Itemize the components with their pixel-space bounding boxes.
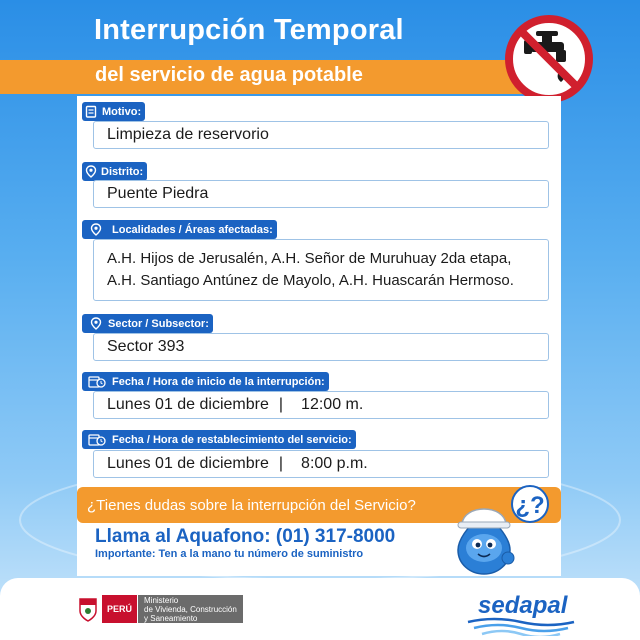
motivo-value: Limpieza de reservorio (107, 126, 269, 143)
fecha-fin-field (93, 450, 549, 478)
ministry-line-2: de Vivienda, Construcción (144, 604, 237, 614)
motivo-field (93, 121, 549, 149)
localidades-label-text: Localidades / Áreas afectadas: (112, 223, 273, 236)
fecha-inicio-label (82, 372, 329, 391)
sector-field (93, 333, 549, 361)
fecha-fin-label-text: Fecha / Hora de restablecimiento del servicio: (112, 433, 352, 446)
clipboard-icon (85, 105, 98, 118)
motivo-label (82, 102, 145, 121)
sedapal-waves-icon (466, 616, 576, 636)
aquafono-phone: Llama al Aquafono: (01) 317-8000 (95, 526, 396, 547)
location-pin-icon (85, 165, 97, 178)
localidades-line-2: A.H. Santiago Antúnez de Mayolo, A.H. Huascarán Hermoso. (107, 272, 514, 289)
fecha-inicio-separator: | (278, 396, 284, 413)
page-subtitle: del servicio de agua potable (95, 64, 363, 86)
no-water-icon (504, 14, 594, 104)
distrito-value: Puente Piedra (107, 185, 209, 202)
fecha-inicio-date: Lunes 01 de diciembre (107, 396, 269, 413)
calendar-clock-icon (88, 375, 106, 388)
sector-label (82, 314, 213, 333)
fecha-inicio-field (93, 391, 549, 419)
calendar-clock-icon (88, 433, 106, 446)
ministry-line-1: Ministerio (144, 595, 179, 605)
fecha-fin-separator: | (278, 455, 284, 472)
distrito-label-text: Distrito: (101, 165, 144, 178)
ministry-label (137, 595, 243, 623)
motivo-label-text: Motivo: (102, 105, 142, 118)
localidades-label (82, 220, 277, 239)
fecha-fin-date: Lunes 01 de diciembre (107, 455, 269, 472)
ministry-line-3: y Saneamiento (144, 613, 198, 623)
peru-label: PERÚ (100, 595, 137, 623)
mascot-bubble-text: ¿? (515, 492, 545, 519)
important-note: Importante: Ten a la mano tu número de suministro (95, 548, 364, 560)
localidades-field (93, 239, 549, 301)
location-pin-icon (90, 317, 102, 330)
fecha-inicio-label-text: Fecha / Hora de inicio de la interrupción: (112, 375, 325, 388)
peru-coat-of-arms-icon (76, 595, 100, 623)
distrito-label (82, 162, 147, 181)
sector-label-text: Sector / Subsector: (108, 317, 209, 330)
peru-government-logo (76, 595, 243, 623)
water-drop-mascot-icon (444, 484, 556, 576)
location-pin-icon (90, 223, 102, 236)
sedapal-logo: sedapal (478, 592, 568, 619)
fecha-inicio-time: 12:00 m. (301, 396, 364, 413)
fecha-fin-label (82, 430, 356, 449)
fecha-fin-time: 8:00 p.m. (301, 455, 368, 472)
sector-value: Sector 393 (107, 338, 185, 355)
localidades-line-1: A.H. Hijos de Jerusalén, A.H. Señor de Muruhuay 2da etapa, (107, 250, 512, 267)
page-title: Interrupción Temporal (94, 14, 404, 46)
distrito-field (93, 180, 549, 208)
question-text: ¿Tienes dudas sobre la interrupción del Servicio? (87, 496, 416, 514)
